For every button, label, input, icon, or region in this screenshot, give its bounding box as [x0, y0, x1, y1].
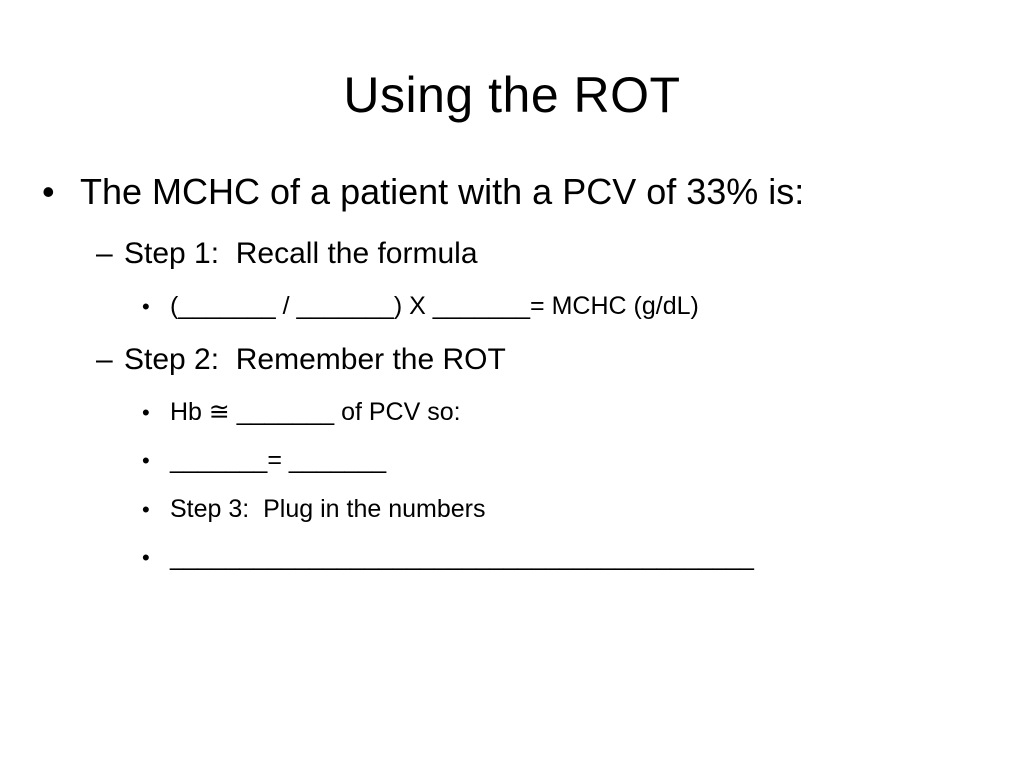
bullet-dot: •	[142, 497, 150, 522]
bullet-dash: –	[96, 237, 113, 270]
slide-title: Using the ROT	[343, 67, 681, 123]
blank-equation-text: _______= _______	[170, 446, 387, 474]
bullet-dot: •	[142, 400, 150, 425]
bullet-dash: –	[96, 343, 113, 376]
bullet-dot: •	[142, 294, 150, 319]
hb-text: Hb ≅ _______ of PCV so:	[170, 398, 461, 426]
formula-text: (_______ / _______) X _______= MCHC (g/dL)	[170, 292, 699, 320]
step-2-text: Step 2: Remember the ROT	[124, 343, 506, 376]
bullet-dot: •	[142, 448, 150, 473]
bullet-dot: •	[42, 171, 55, 212]
bullet-text-question: The MCHC of a patient with a PCV of 33% is:	[80, 171, 805, 212]
step-1-text: Step 1: Recall the formula	[124, 237, 478, 270]
answer-blank-line: __________________________________________	[170, 543, 754, 571]
step-3-text: Step 3: Plug in the numbers	[170, 495, 486, 523]
bullet-dot: •	[142, 545, 150, 570]
